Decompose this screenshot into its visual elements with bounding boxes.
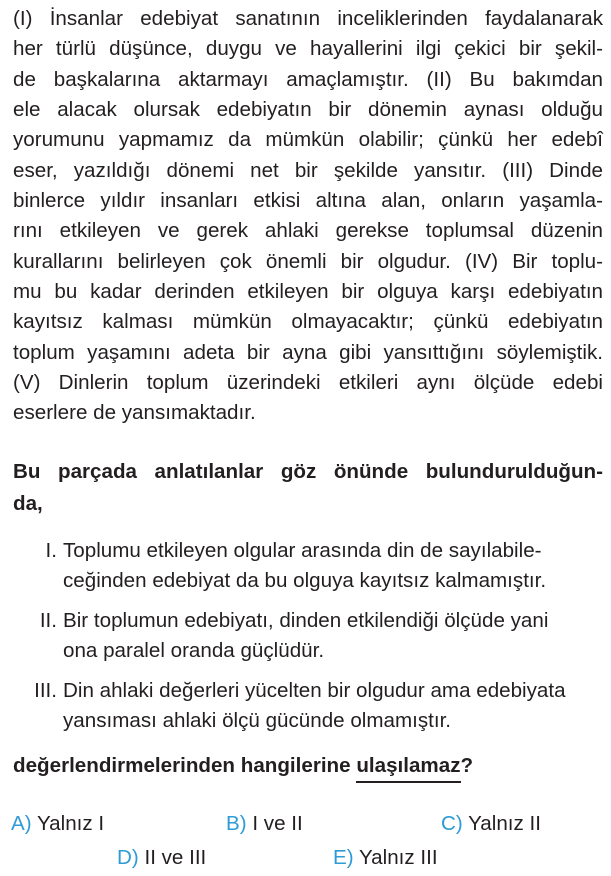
passage-line: (I) İnsanlar edebiyat sanatının inceliklerinden faydalanarak [13, 7, 603, 30]
question-stem [13, 456, 603, 520]
passage-line: kayıtsız kalması mümkün olmayacaktır; çünkü edebiyatın [13, 310, 603, 334]
question-line: da, [13, 492, 43, 515]
option-text: Yalnız I [36, 812, 105, 835]
statement-line: yansıması ahlaki ölçü gücünde olmamıştır. [63, 709, 452, 732]
passage-line: kurallarını belirleyen çok önemli bir olgudur. (IV) Bir toplu- [13, 249, 603, 273]
statement-line: Din ahlaki değerleri yücelten bir olgudur ama edebiyata [63, 679, 566, 702]
option-c[interactable] [441, 811, 541, 837]
statement-numeral: II. [39, 609, 57, 632]
passage-line: eserlere de yansımaktadır. [13, 401, 256, 425]
statement-line: ceğinden edebiyat da bu olguya kayıtsız kalmamıştır. [63, 569, 547, 592]
question-line: Bu parçada anlatılanlar göz önünde bulundurulduğun- [13, 460, 603, 483]
underlined-keyword: ulaşılamaz [356, 754, 461, 777]
statement-item [13, 676, 603, 746]
option-letter: A) [11, 812, 32, 835]
final-question-prefix: değerlendirmelerinden hangilerine [13, 754, 357, 777]
statement-list [13, 536, 603, 746]
statement-item [13, 536, 603, 606]
option-letter: C) [441, 812, 463, 835]
statement-line: Bir toplumun edebiyatı, dinden etkilendiği ölçüde yani [63, 609, 549, 632]
passage-line: her türlü düşünce, duygu ve hayallerini ilgi çekici bir şekil- [13, 37, 603, 61]
statement-numeral: III. [34, 679, 57, 702]
passage-line: rını etkileyen ve gerek ahlaki gerekse toplumsal düzenin [13, 219, 603, 243]
option-text: Yalnız III [358, 846, 438, 869]
passage-line: toplum yaşamını adeta bir ayna gibi yansıttığını söylemiştik. [13, 340, 603, 364]
statement-numeral: I. [45, 539, 57, 562]
passage-line: de başkalarına aktarmayı amaçlamıştır. (II) Bu bakımdan [13, 67, 603, 91]
option-text: I ve II [252, 812, 303, 835]
passage-line: eser, yazıldığı dönemi net bir şekilde yansıtır. (III) Dinde [13, 158, 603, 182]
option-letter: B) [226, 812, 247, 835]
statement-line: ona paralel oranda güçlüdür. [63, 639, 325, 662]
passage-line: binlerce yıldır insanları etkisi altına alan, onların yaşamla- [13, 189, 603, 213]
option-e[interactable] [333, 845, 438, 871]
option-a[interactable] [11, 811, 104, 837]
passage-line: mu bu kadar derinden etkileyen bir olguya karşı edebiyatın [13, 280, 603, 304]
option-text: Yalnız II [468, 812, 541, 835]
passage-line: (V) Dinlerin toplum üzerindeki etkileri aynı ölçüde edebi [13, 371, 603, 395]
option-b[interactable] [226, 811, 303, 837]
reading-passage [13, 4, 603, 429]
option-d[interactable] [117, 845, 206, 871]
passage-line: ele alacak olursak edebiyatın bir dönemin aynası olduğu [13, 98, 603, 122]
final-question-suffix: ? [460, 754, 474, 777]
final-question [13, 751, 473, 781]
option-letter: E) [333, 846, 354, 869]
statement-line: Toplumu etkileyen olgular arasında din de sayılabile- [63, 539, 542, 562]
passage-line: yorumunu yapmamız da mümkün olabilir; çünkü her edebî [13, 128, 603, 152]
option-letter: D) [117, 846, 139, 869]
statement-item [13, 606, 603, 676]
option-text: II ve III [144, 846, 207, 869]
